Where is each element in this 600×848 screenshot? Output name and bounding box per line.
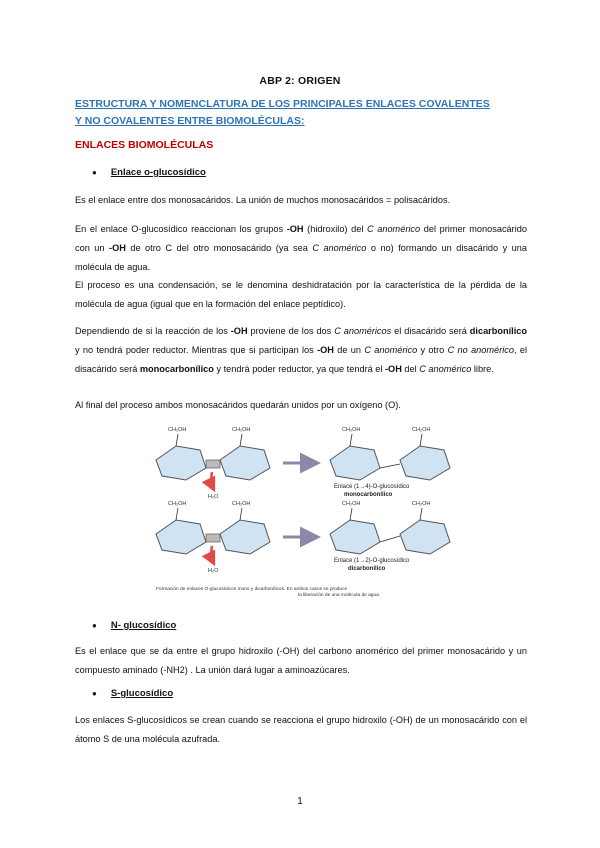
bullet-o-glucosidico: [92, 167, 206, 178]
bullet-icon: ●: [92, 168, 97, 177]
svg-text:Enlace (1→4)-O-glucosídico: Enlace (1→4)-O-glucosídico: [334, 484, 410, 490]
svg-text:CH₂OH: CH₂OH: [412, 427, 431, 433]
water-group-highlight-2: [206, 534, 220, 542]
svg-text:CH₂OH: CH₂OH: [342, 427, 361, 433]
svg-text:CH₂OH: CH₂OH: [168, 427, 187, 433]
paragraph-oxygen-bond: Al final del proceso ambos monosacáridos quedarán unidos por un oxígeno (O).: [75, 400, 401, 410]
sugar-ring-6: [220, 520, 270, 554]
svg-text:CH₂OH: CH₂OH: [342, 501, 361, 507]
paragraph-condensation: El proceso es una condensación, se le denomina deshidratación por la característica de la pérdida de la molécula de agua (igual que en la formación del enlace peptídico).: [75, 280, 527, 309]
svg-text:CH₂OH: CH₂OH: [168, 501, 187, 507]
paragraph-definition: Es el enlace entre dos monosacáridos. La unión de muchos monosacáridos = polisacáridos.: [75, 195, 451, 205]
bullet-label: S-glucosídico: [110, 688, 174, 699]
svg-text:CH₂OH: CH₂OH: [412, 501, 431, 507]
sugar-ring-1: [156, 446, 206, 480]
water-group-highlight-1: [206, 460, 220, 468]
svg-text:CH₂OH: CH₂OH: [232, 501, 251, 507]
paragraph-reaction: En el enlace O-glucosídico reaccionan los grupos -OH (hidroxilo) del C anomérico del primer monosacárido con un -OH de otro C del otro monosacárido (ya sea C anomérico o no) formando un disacárido y una molécula de agua.: [75, 224, 528, 272]
svg-text:H₂O: H₂O: [208, 568, 219, 574]
bullet-label: N- glucosídico: [110, 620, 177, 631]
svg-text:H₂O: H₂O: [208, 494, 219, 500]
bullet-label: Enlace o-glucosídico: [110, 167, 206, 178]
svg-text:dicarbonílico: dicarbonílico: [348, 566, 386, 572]
paragraph-n-glucosidico: Es el enlace que se da entre el grupo hidroxilo (-OH) del carbono anomérico del primer monosacárido y un compuesto aminado (-NH2) . La unión dará lugar a aminoazúcares.: [75, 646, 527, 675]
bullet-icon: ●: [92, 689, 97, 698]
water-release-arrow-1: [211, 472, 214, 490]
section-heading: ENLACES BIOMOLÉCULAS: [75, 139, 214, 151]
bullet-s-glucosidico: [92, 688, 173, 699]
bullet-icon: ●: [92, 621, 97, 630]
paragraph-types: Dependiendo de si la reacción de los -OH proviene de los dos C anoméricos el disacárido será dicarbonílico y no tendrá poder reductor. Mientras que si participan los -OH de un C anomérico y otro C no anomérico, el disacárido será monocarbonílico y tendrá poder reductor, ya que tendrá el -OH del C anomérico libre.: [75, 326, 527, 374]
glycosidic-bond-figure: [148, 416, 472, 600]
svg-text:CH₂OH: CH₂OH: [232, 427, 251, 433]
main-heading-line-1: ESTRUCTURA Y NOMENCLATURA DE LOS PRINCIPALES ENLACES COVALENTES: [75, 98, 490, 110]
document-title: ABP 2: ORIGEN: [259, 75, 341, 87]
svg-text:la liberación de una molécula: la liberación de una molécula de agua.: [298, 593, 381, 598]
bullet-n-glucosidico: [92, 620, 176, 631]
svg-text:Formación de enlaces O-glucosí: Formación de enlaces O-glucosídicos mono y dicarbonílicos. En ambos casos se produce: [156, 587, 348, 592]
main-heading-line-2: Y NO COVALENTES ENTRE BIOMOLÉCULAS:: [75, 115, 305, 127]
page-number: 1: [297, 796, 303, 807]
sugar-ring-4: [400, 446, 450, 480]
svg-text:Enlace (1→2)-O-glucosídico: Enlace (1→2)-O-glucosídico: [334, 558, 410, 564]
paragraph-s-glucosidico: Los enlaces S-glucosídicos se crean cuando se reacciona el grupo hidroxilo (-OH) de un monosacárido con el átomo S de una molécula azufrada.: [75, 715, 527, 744]
sugar-ring-3: [330, 446, 380, 480]
main-heading: [75, 96, 535, 130]
sugar-ring-2: [220, 446, 270, 480]
sugar-ring-8: [400, 520, 450, 554]
sugar-ring-7: [330, 520, 380, 554]
sugar-ring-5: [156, 520, 206, 554]
water-release-arrow-2: [211, 546, 214, 564]
svg-text:monocarbonílico: monocarbonílico: [344, 492, 393, 498]
